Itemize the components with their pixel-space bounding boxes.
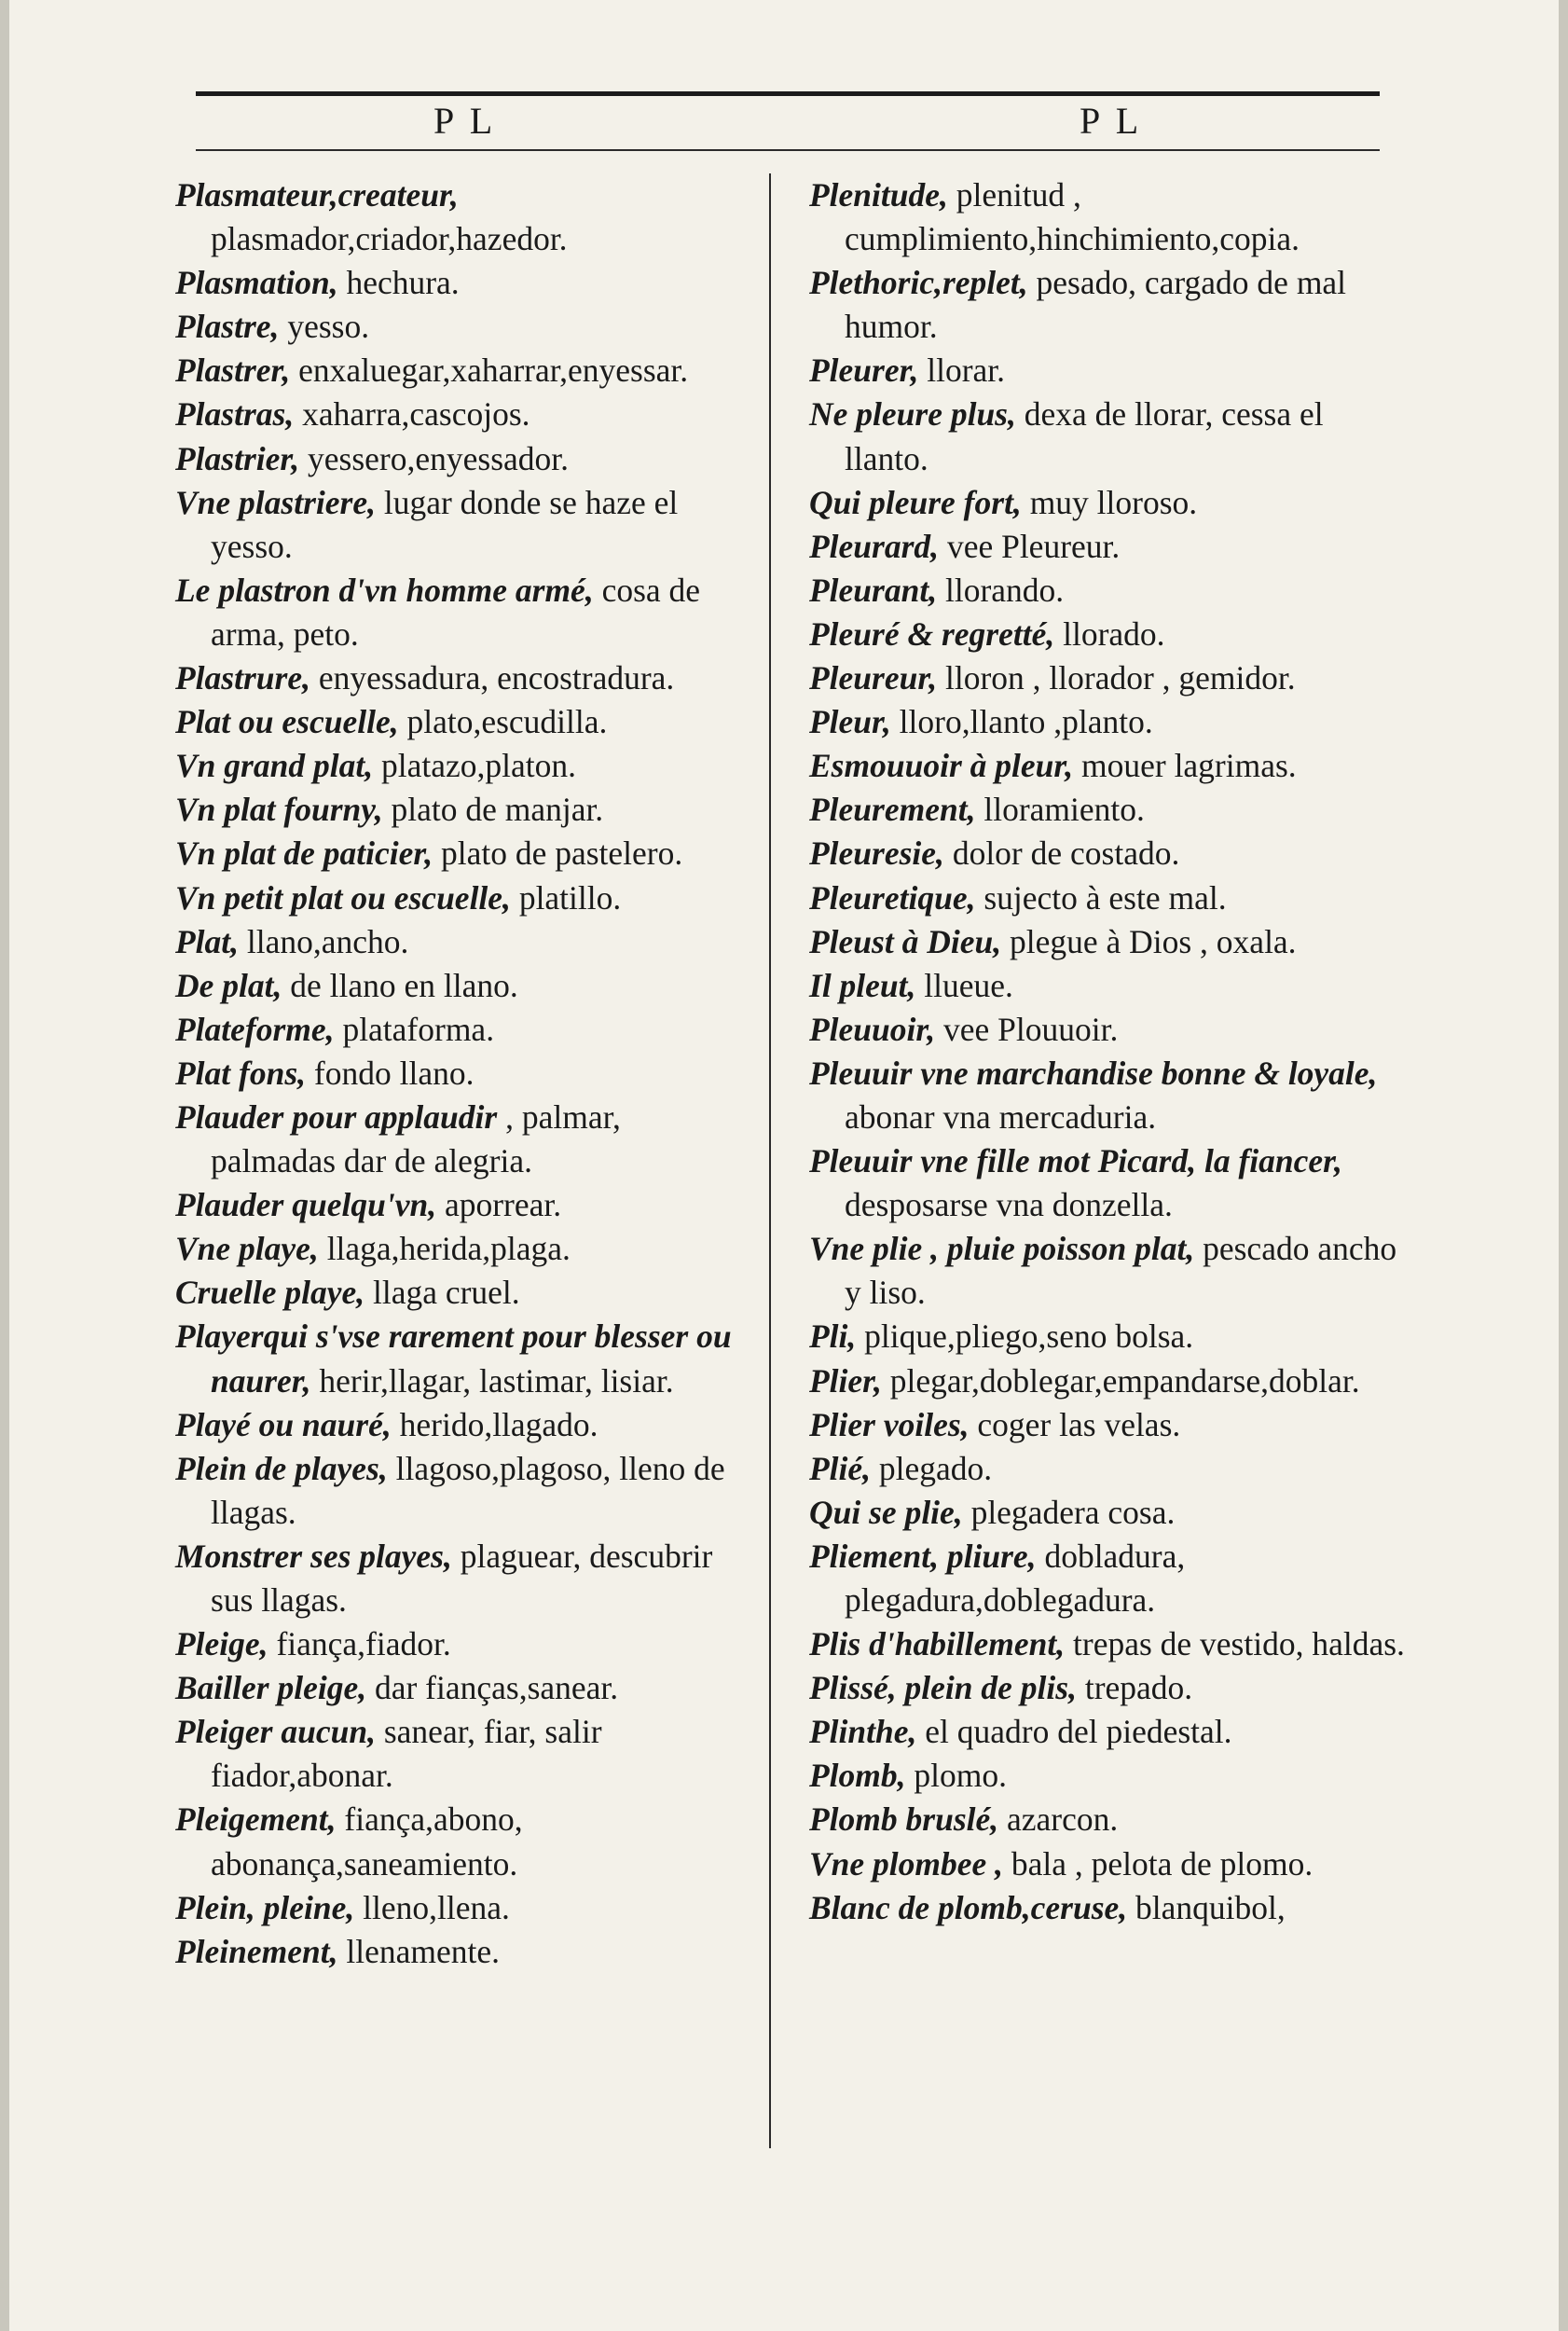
dictionary-entry xyxy=(175,700,746,744)
dictionary-entry xyxy=(175,964,746,1008)
dictionary-entry xyxy=(175,832,746,876)
dictionary-entry xyxy=(809,173,1406,261)
entry-headword: Vne plie , pluie poisson plat, xyxy=(809,1230,1195,1268)
dictionary-entry xyxy=(809,525,1406,569)
entry-definition: plaguear, descubrir sus llagas. xyxy=(211,1537,713,1619)
entry-headword: Vn plat de paticier, xyxy=(175,834,433,873)
dictionary-entry xyxy=(809,832,1406,876)
entry-headword: Pli, xyxy=(809,1317,857,1356)
entry-headword: Vne plastriere, xyxy=(175,483,376,521)
dictionary-entry xyxy=(809,1622,1406,1666)
entry-headword: Plastrer, xyxy=(175,352,291,390)
dictionary-entry xyxy=(809,481,1406,525)
entry-headword: Plis d'habillement, xyxy=(809,1625,1066,1663)
entry-headword: Pleuresie, xyxy=(809,834,944,873)
entry-definition: plegadera cosa. xyxy=(970,1493,1176,1531)
entry-definition: lloramiento. xyxy=(983,791,1145,829)
dictionary-entry xyxy=(809,920,1406,964)
entry-definition: mouer lagrimas. xyxy=(1081,747,1297,785)
dictionary-entry xyxy=(809,1403,1406,1447)
dictionary-entry xyxy=(175,920,746,964)
entry-definition: xaharra,cascojos. xyxy=(302,395,530,434)
entry-definition: sujecto à este mal. xyxy=(983,878,1227,917)
entry-definition: , palmar, palmadas dar de alegria. xyxy=(211,1097,621,1180)
dictionary-entry xyxy=(809,1535,1406,1622)
entry-definition: el quadro del piedestal. xyxy=(925,1713,1232,1751)
entry-definition: lugar donde se haze el yesso. xyxy=(211,483,679,565)
entry-headword: Bailler pleige, xyxy=(175,1669,367,1707)
entry-definition: llorado. xyxy=(1063,614,1165,653)
header-rule xyxy=(196,149,1380,151)
entry-definition: abonar vna mercaduria. xyxy=(845,1097,1157,1136)
right-column xyxy=(809,173,1406,1930)
dictionary-entry xyxy=(175,1930,746,1974)
entry-definition: cosa de arma, peto. xyxy=(211,571,701,653)
dictionary-entry xyxy=(175,1096,746,1183)
dictionary-entry xyxy=(809,393,1406,480)
entry-definition: enxaluegar,xaharrar,enyessar. xyxy=(298,352,689,390)
entry-definition: sanear, fiar, salir fiador,abonar. xyxy=(211,1713,602,1795)
entry-headword: Plasmation, xyxy=(175,264,338,302)
entry-definition: fondo llano. xyxy=(313,1054,475,1092)
dictionary-entry xyxy=(809,700,1406,744)
dictionary-entry xyxy=(175,1271,746,1315)
dictionary-entry xyxy=(175,437,746,481)
entry-definition: dolor de costado. xyxy=(952,834,1180,873)
entry-definition: platillo. xyxy=(518,878,622,917)
dictionary-entry xyxy=(809,1008,1406,1052)
entry-headword: Vn grand plat, xyxy=(175,747,374,785)
entry-headword: Pleiger aucun, xyxy=(175,1713,376,1751)
entry-headword: Plat, xyxy=(175,922,240,960)
dictionary-entry xyxy=(175,1666,746,1710)
running-header-left: P L xyxy=(433,100,497,142)
entry-headword: Vne playe, xyxy=(175,1230,319,1268)
entry-definition: llagoso,plagoso, lleno de llagas. xyxy=(211,1449,725,1531)
entry-headword: Pleurement, xyxy=(809,791,976,829)
entry-headword: Qui pleure fort, xyxy=(809,483,1022,521)
dictionary-entry xyxy=(809,1886,1406,1930)
entry-headword: Monstrer ses playes, xyxy=(175,1537,452,1575)
dictionary-entry xyxy=(809,261,1406,349)
entry-definition: desposarse vna donzella. xyxy=(845,1186,1173,1224)
entry-headword: Vn plat fourny, xyxy=(175,791,383,829)
entry-headword: Pleige, xyxy=(175,1625,268,1663)
dictionary-entry xyxy=(175,569,746,656)
dictionary-entry xyxy=(809,569,1406,613)
dictionary-entry xyxy=(809,876,1406,920)
entry-headword: Plateforme, xyxy=(175,1010,335,1048)
entry-headword: Pleurant, xyxy=(809,571,938,609)
entry-headword: Plomb bruslé, xyxy=(809,1800,999,1839)
entry-headword: Plastre, xyxy=(175,308,280,346)
dictionary-entry xyxy=(809,1139,1406,1227)
entry-definition: plataforma. xyxy=(342,1010,495,1048)
entry-definition: azarcon. xyxy=(1007,1800,1119,1839)
entry-headword: Esmouuoir à pleur, xyxy=(809,747,1074,785)
dictionary-entry xyxy=(809,1842,1406,1886)
entry-definition: llaga,herida,plaga. xyxy=(326,1230,571,1268)
entry-definition: herido,llagado. xyxy=(399,1405,598,1443)
entry-headword: Pleigement, xyxy=(175,1800,337,1839)
entry-definition: llueue. xyxy=(924,966,1013,1004)
dictionary-entry xyxy=(175,261,746,305)
entry-definition: platazo,platon. xyxy=(380,747,576,785)
entry-headword: Pleuuir vne fille mot Picard, la fiancer, xyxy=(809,1142,1342,1180)
entry-definition: plato,escudilla. xyxy=(406,703,608,741)
entry-definition: enyessadura, encostradura. xyxy=(318,659,675,697)
dictionary-page xyxy=(9,0,1559,2331)
dictionary-entry xyxy=(175,1315,746,1402)
entry-definition: llorar. xyxy=(927,352,1006,390)
entry-definition: llorando. xyxy=(944,571,1065,609)
entry-headword: Plomb, xyxy=(809,1757,906,1795)
dictionary-entry xyxy=(175,788,746,832)
entry-headword: Plié, xyxy=(809,1449,872,1487)
entry-headword: Il pleut, xyxy=(809,966,916,1004)
entry-headword: Plethoric,replet, xyxy=(809,264,1028,302)
dictionary-entry xyxy=(809,788,1406,832)
running-header-right: P L xyxy=(1080,100,1143,142)
dictionary-entry xyxy=(175,876,746,920)
entry-headword: Plat ou escuelle, xyxy=(175,703,399,741)
entry-definition: plato de pastelero. xyxy=(441,834,683,873)
dictionary-entry xyxy=(809,349,1406,393)
entry-headword: Plat fons, xyxy=(175,1054,307,1092)
entry-definition: dar fianças,sanear. xyxy=(374,1669,619,1707)
entry-headword: Plastras, xyxy=(175,395,295,434)
entry-definition: plomo. xyxy=(914,1757,1008,1795)
left-column xyxy=(175,173,746,1974)
dictionary-entry xyxy=(809,1227,1406,1315)
entry-definition: dexa de llorar, cessa el llanto. xyxy=(845,395,1324,477)
entry-headword: De plat, xyxy=(175,966,282,1004)
entry-definition: plegar,doblegar,empandarse,doblar. xyxy=(889,1361,1360,1400)
entry-definition: trepado. xyxy=(1084,1669,1193,1707)
dictionary-entry xyxy=(175,1535,746,1622)
column-divider xyxy=(769,173,771,2148)
entry-definition: muy lloroso. xyxy=(1029,483,1198,521)
entry-definition: plegue à Dios , oxala. xyxy=(1009,922,1297,960)
entry-definition: yesso. xyxy=(287,308,370,346)
entry-definition: lleno,llena. xyxy=(363,1888,510,1926)
entry-headword: Pliement, pliure, xyxy=(809,1537,1037,1575)
entry-definition: blanquibol, xyxy=(1135,1888,1286,1926)
entry-definition: plato de manjar. xyxy=(391,791,604,829)
entry-headword: Plastrure, xyxy=(175,659,310,697)
top-rule xyxy=(196,91,1380,96)
entry-headword: Le plastron d'vn homme armé, xyxy=(175,571,594,609)
dictionary-entry xyxy=(809,1798,1406,1841)
entry-definition: plique,pliego,seno bolsa. xyxy=(864,1317,1194,1356)
entry-headword: Pleur, xyxy=(809,703,891,741)
entry-definition: llaga cruel. xyxy=(372,1274,520,1312)
entry-definition: yessero,enyessador. xyxy=(308,439,570,477)
entry-headword: Pleuré & regretté, xyxy=(809,614,1055,653)
dictionary-entry xyxy=(175,349,746,393)
dictionary-entry xyxy=(175,1622,746,1666)
entry-headword: Pleust à Dieu, xyxy=(809,922,1002,960)
dictionary-entry xyxy=(809,964,1406,1008)
entry-definition: coger las velas. xyxy=(977,1405,1181,1443)
dictionary-entry xyxy=(809,1710,1406,1754)
dictionary-entry xyxy=(175,1710,746,1798)
entry-definition: trepas de vestido, haldas. xyxy=(1073,1625,1405,1663)
entry-headword: Qui se plie, xyxy=(809,1493,963,1531)
entry-headword: Plenitude, xyxy=(809,176,948,214)
dictionary-entry xyxy=(175,1227,746,1271)
entry-headword: Pleureur, xyxy=(809,659,938,697)
entry-definition: dobladura, plegadura,doblegadura. xyxy=(845,1537,1186,1619)
dictionary-entry xyxy=(809,1052,1406,1139)
entry-definition: lloron , llorador , gemidor. xyxy=(944,659,1296,697)
dictionary-entry xyxy=(809,613,1406,656)
dictionary-entry xyxy=(175,1886,746,1930)
dictionary-entry xyxy=(175,1447,746,1535)
dictionary-entry xyxy=(175,1403,746,1447)
entry-definition: plenitud , cumplimiento,hinchimiento,copia. xyxy=(845,176,1300,258)
entry-headword: Ne pleure plus, xyxy=(809,395,1016,434)
entry-definition: aporrear. xyxy=(444,1186,562,1224)
dictionary-entry xyxy=(175,481,746,569)
dictionary-entry xyxy=(809,1754,1406,1798)
dictionary-entry xyxy=(175,656,746,700)
entry-headword: Plasmateur,createur, xyxy=(175,176,459,214)
entry-headword: Vne plombee , xyxy=(809,1844,1004,1883)
entry-headword: Pleurard, xyxy=(809,527,940,565)
dictionary-entry xyxy=(175,744,746,788)
dictionary-entry xyxy=(175,393,746,436)
entry-definition: bala , pelota de plomo. xyxy=(1011,1844,1314,1883)
entry-headword: Playé ou nauré, xyxy=(175,1405,392,1443)
entry-definition: fiança,fiador. xyxy=(276,1625,451,1663)
entry-definition: plegado. xyxy=(878,1449,993,1487)
entry-headword: Plier voiles, xyxy=(809,1405,970,1443)
entry-headword: Plauder quelqu'vn, xyxy=(175,1186,437,1224)
entry-definition: fiança,abono, abonança,saneamiento. xyxy=(211,1800,523,1883)
entry-definition: pesado, cargado de mal humor. xyxy=(845,264,1347,346)
entry-headword: Pleurer, xyxy=(809,352,919,390)
dictionary-entry xyxy=(175,305,746,349)
entry-headword: Plein de playes, xyxy=(175,1449,388,1487)
entry-definition: llenamente. xyxy=(346,1932,501,1970)
entry-headword: Plier, xyxy=(809,1361,882,1400)
dictionary-entry xyxy=(809,1491,1406,1535)
dictionary-entry xyxy=(809,1315,1406,1359)
dictionary-entry xyxy=(175,1008,746,1052)
entry-headword: Pleuuoir, xyxy=(809,1010,936,1048)
dictionary-entry xyxy=(809,1666,1406,1710)
dictionary-entry xyxy=(809,744,1406,788)
dictionary-entry xyxy=(175,173,746,261)
entry-headword: Pleuretique, xyxy=(809,878,976,917)
entry-headword: Plastrier, xyxy=(175,439,300,477)
entry-definition: herir,llagar, lastimar, lisiar. xyxy=(319,1361,674,1400)
entry-headword: Pleuuir vne marchandise bonne & loyale, xyxy=(809,1054,1378,1092)
entry-headword: Plein, pleine, xyxy=(175,1888,355,1926)
entry-definition: vee Plouuoir. xyxy=(943,1010,1119,1048)
entry-definition: hechura. xyxy=(346,264,460,302)
entry-definition: de llano en llano. xyxy=(290,966,518,1004)
entry-headword: Blanc de plomb,ceruse, xyxy=(809,1888,1128,1926)
entry-headword: Plauder pour applaudir xyxy=(175,1097,498,1136)
entry-definition: llano,ancho. xyxy=(246,922,409,960)
entry-definition: plasmador,criador,hazedor. xyxy=(211,220,568,258)
dictionary-entry xyxy=(175,1052,746,1096)
dictionary-entry xyxy=(809,1359,1406,1403)
entry-headword: Playerqui s'vse rarement pour blesser ou naurer, xyxy=(175,1317,732,1400)
entry-headword: Vn petit plat ou escuelle, xyxy=(175,878,511,917)
dictionary-entry xyxy=(175,1798,746,1885)
dictionary-entry xyxy=(809,1447,1406,1491)
dictionary-entry xyxy=(175,1183,746,1227)
dictionary-entry xyxy=(809,656,1406,700)
entry-definition: pescado ancho y liso. xyxy=(845,1230,1397,1312)
entry-headword: Plinthe, xyxy=(809,1713,917,1751)
entry-definition: lloro,llanto ,planto. xyxy=(899,703,1153,741)
entry-definition: vee Pleureur. xyxy=(946,527,1121,565)
entry-headword: Plissé, plein de plis, xyxy=(809,1669,1077,1707)
entry-headword: Cruelle playe, xyxy=(175,1274,365,1312)
entry-headword: Pleinement, xyxy=(175,1932,338,1970)
